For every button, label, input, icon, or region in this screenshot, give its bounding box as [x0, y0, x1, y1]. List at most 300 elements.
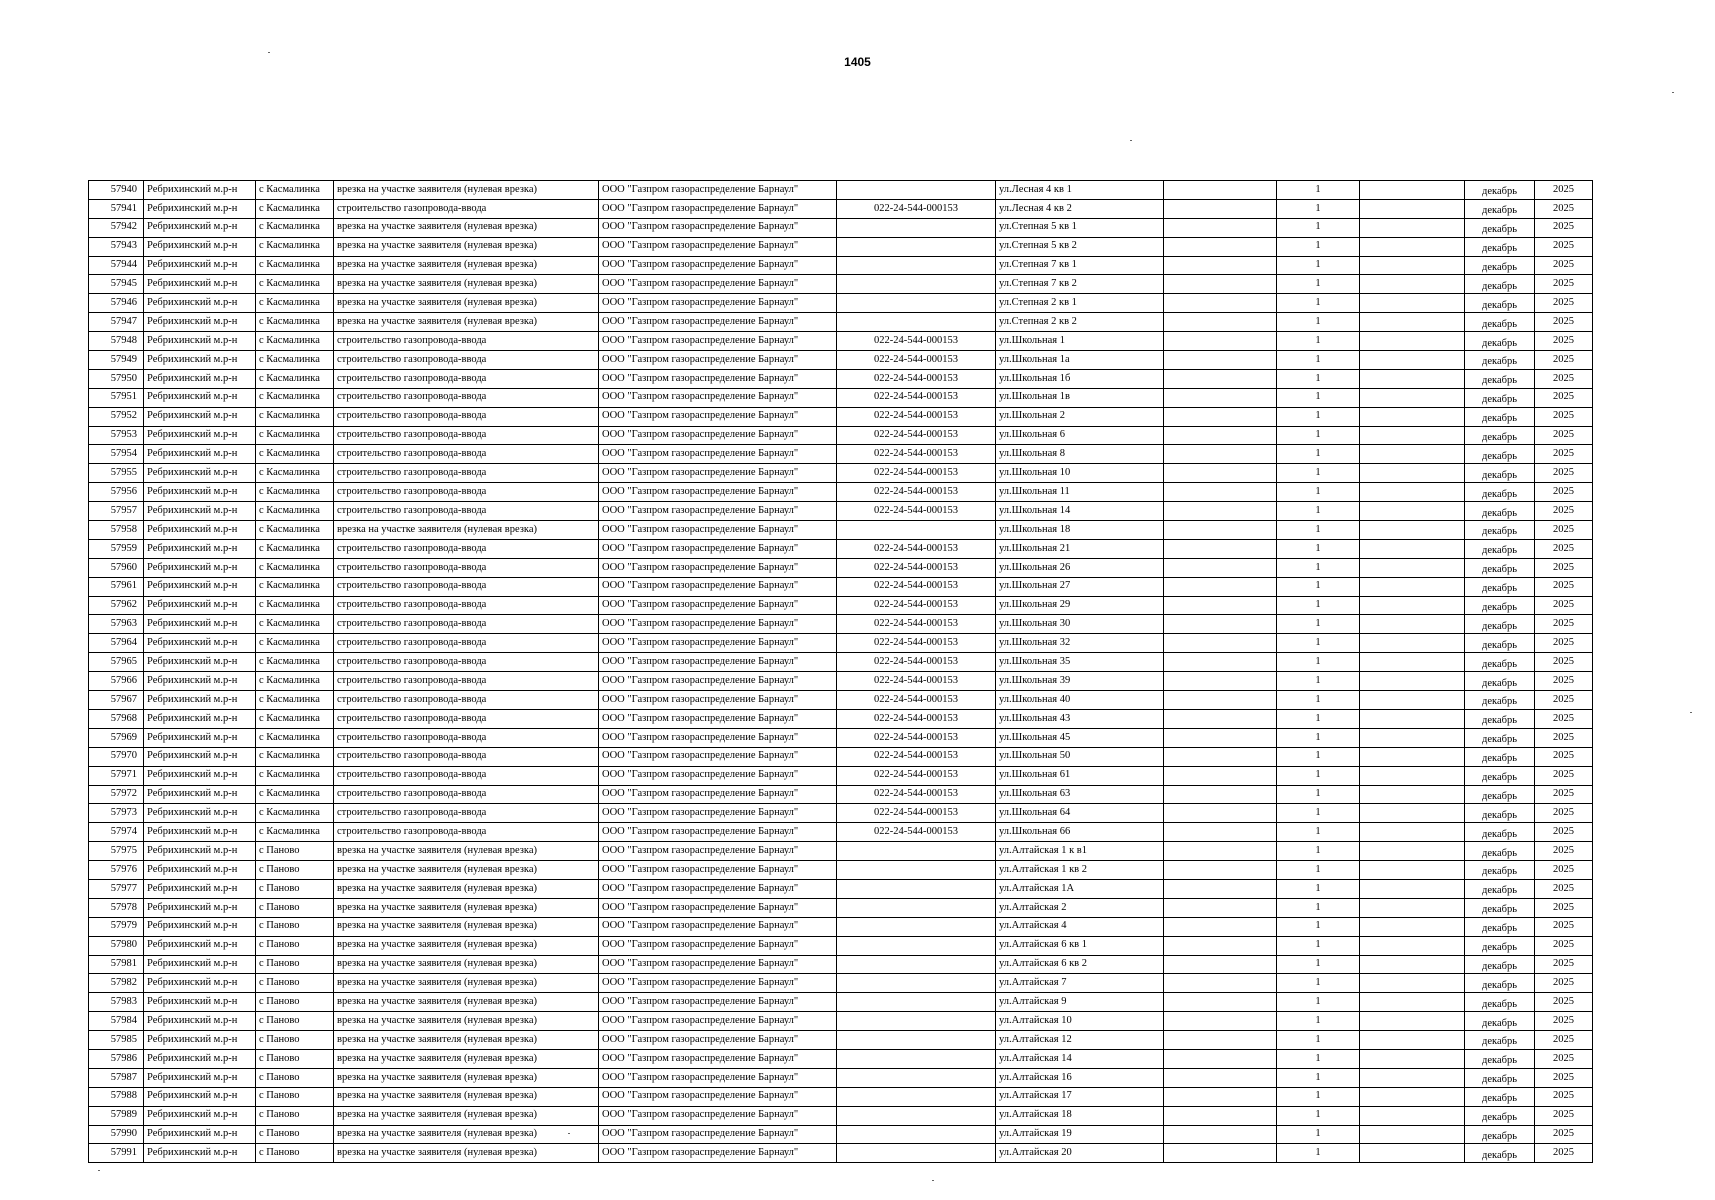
cell-quantity: 1: [1277, 804, 1360, 823]
cell-year: 2025: [1535, 521, 1593, 540]
cell-project-code: 022-24-544-000153: [837, 407, 996, 426]
cell-settlement: с Касмалинка: [256, 804, 334, 823]
cell-empty-cell: [1164, 823, 1277, 842]
cell-project-code: [837, 955, 996, 974]
cell-district: Ребрихинский м.р-н: [144, 521, 256, 540]
cell-project-code: 022-24-544-000153: [837, 369, 996, 388]
cell-empty-cell: [1360, 577, 1465, 596]
cell-district: Ребрихинский м.р-н: [144, 1012, 256, 1031]
cell-address: ул.Школьная 61: [996, 766, 1164, 785]
cell-month: декабрь: [1465, 464, 1535, 483]
cell-row-number: 57958: [89, 521, 144, 540]
cell-quantity: 1: [1277, 1144, 1360, 1163]
cell-month: декабрь: [1465, 842, 1535, 861]
cell-district: Ребрихинский м.р-н: [144, 1087, 256, 1106]
table-row: [89, 388, 1593, 407]
cell-organization: ООО "Газпром газораспределение Барнаул": [599, 1087, 837, 1106]
cell-row-number: 57955: [89, 464, 144, 483]
cell-address: ул.Школьная 1в: [996, 388, 1164, 407]
cell-organization: ООО "Газпром газораспределение Барнаул": [599, 1144, 837, 1163]
cell-work-type: строительство газопровода-ввода: [334, 577, 599, 596]
cell-empty-cell: [1164, 407, 1277, 426]
cell-settlement: с Касмалинка: [256, 502, 334, 521]
cell-quantity: 1: [1277, 294, 1360, 313]
cell-quantity: 1: [1277, 879, 1360, 898]
cell-settlement: с Касмалинка: [256, 313, 334, 332]
table-row: [89, 351, 1593, 370]
cell-row-number: 57975: [89, 842, 144, 861]
cell-project-code: [837, 256, 996, 275]
cell-year: 2025: [1535, 898, 1593, 917]
cell-quantity: 1: [1277, 502, 1360, 521]
cell-empty-cell: [1360, 691, 1465, 710]
cell-work-type: врезка на участке заявителя (нулевая врезка): [334, 521, 599, 540]
cell-address: ул.Алтайская 1 кв 2: [996, 861, 1164, 880]
cell-district: Ребрихинский м.р-н: [144, 747, 256, 766]
cell-quantity: 1: [1277, 181, 1360, 200]
cell-empty-cell: [1164, 898, 1277, 917]
table-row: [89, 369, 1593, 388]
cell-quantity: 1: [1277, 539, 1360, 558]
cell-empty-cell: [1164, 426, 1277, 445]
cell-settlement: с Касмалинка: [256, 369, 334, 388]
cell-organization: ООО "Газпром газораспределение Барнаул": [599, 766, 837, 785]
cell-quantity: 1: [1277, 615, 1360, 634]
cell-address: ул.Школьная 43: [996, 709, 1164, 728]
cell-address: ул.Школьная 2: [996, 407, 1164, 426]
cell-address: ул.Алтайская 19: [996, 1125, 1164, 1144]
cell-district: Ребрихинский м.р-н: [144, 426, 256, 445]
cell-work-type: строительство газопровода-ввода: [334, 199, 599, 218]
cell-empty-cell: [1360, 596, 1465, 615]
table-row: [89, 634, 1593, 653]
cell-address: ул.Школьная 27: [996, 577, 1164, 596]
cell-address: ул.Школьная 26: [996, 558, 1164, 577]
cell-year: 2025: [1535, 766, 1593, 785]
cell-work-type: врезка на участке заявителя (нулевая врезка): [334, 879, 599, 898]
cell-empty-cell: [1360, 1068, 1465, 1087]
cell-empty-cell: [1360, 237, 1465, 256]
cell-quantity: 1: [1277, 1012, 1360, 1031]
cell-quantity: 1: [1277, 917, 1360, 936]
cell-month: декабрь: [1465, 521, 1535, 540]
cell-month: декабрь: [1465, 596, 1535, 615]
gasification-schedule-table: [88, 180, 1593, 1163]
cell-month: декабрь: [1465, 691, 1535, 710]
cell-year: 2025: [1535, 653, 1593, 672]
cell-empty-cell: [1164, 502, 1277, 521]
cell-month: декабрь: [1465, 275, 1535, 294]
cell-organization: ООО "Газпром газораспределение Барнаул": [599, 577, 837, 596]
cell-row-number: 57961: [89, 577, 144, 596]
cell-row-number: 57948: [89, 332, 144, 351]
cell-row-number: 57954: [89, 445, 144, 464]
cell-month: декабрь: [1465, 879, 1535, 898]
cell-year: 2025: [1535, 993, 1593, 1012]
cell-empty-cell: [1164, 1144, 1277, 1163]
cell-year: 2025: [1535, 823, 1593, 842]
cell-work-type: строительство газопровода-ввода: [334, 728, 599, 747]
cell-empty-cell: [1360, 369, 1465, 388]
cell-month: декабрь: [1465, 483, 1535, 502]
cell-project-code: 022-24-544-000153: [837, 634, 996, 653]
cell-empty-cell: [1164, 256, 1277, 275]
cell-empty-cell: [1360, 879, 1465, 898]
cell-empty-cell: [1360, 294, 1465, 313]
cell-district: Ребрихинский м.р-н: [144, 879, 256, 898]
cell-district: Ребрихинский м.р-н: [144, 1106, 256, 1125]
cell-district: Ребрихинский м.р-н: [144, 256, 256, 275]
table-row: [89, 728, 1593, 747]
cell-row-number: 57972: [89, 785, 144, 804]
cell-empty-cell: [1360, 351, 1465, 370]
cell-project-code: [837, 879, 996, 898]
cell-empty-cell: [1360, 1125, 1465, 1144]
cell-project-code: 022-24-544-000153: [837, 483, 996, 502]
cell-settlement: с Касмалинка: [256, 728, 334, 747]
cell-row-number: 57976: [89, 861, 144, 880]
cell-empty-cell: [1164, 218, 1277, 237]
cell-district: Ребрихинский м.р-н: [144, 483, 256, 502]
cell-empty-cell: [1360, 634, 1465, 653]
cell-row-number: 57943: [89, 237, 144, 256]
cell-address: ул.Степная 2 кв 2: [996, 313, 1164, 332]
cell-work-type: строительство газопровода-ввода: [334, 464, 599, 483]
cell-settlement: с Касмалинка: [256, 294, 334, 313]
cell-month: декабрь: [1465, 917, 1535, 936]
cell-empty-cell: [1164, 785, 1277, 804]
cell-project-code: 022-24-544-000153: [837, 653, 996, 672]
cell-month: декабрь: [1465, 351, 1535, 370]
table-row: [89, 332, 1593, 351]
cell-row-number: 57959: [89, 539, 144, 558]
cell-month: декабрь: [1465, 974, 1535, 993]
scan-speck: [1672, 92, 1674, 93]
cell-organization: ООО "Газпром газораспределение Барнаул": [599, 804, 837, 823]
cell-quantity: 1: [1277, 199, 1360, 218]
cell-district: Ребрихинский м.р-н: [144, 615, 256, 634]
table-row: [89, 879, 1593, 898]
table-row: [89, 577, 1593, 596]
cell-quantity: 1: [1277, 993, 1360, 1012]
cell-work-type: строительство газопровода-ввода: [334, 709, 599, 728]
cell-organization: ООО "Газпром газораспределение Барнаул": [599, 351, 837, 370]
cell-organization: ООО "Газпром газораспределение Барнаул": [599, 823, 837, 842]
cell-district: Ребрихинский м.р-н: [144, 842, 256, 861]
cell-organization: ООО "Газпром газораспределение Барнаул": [599, 1012, 837, 1031]
cell-quantity: 1: [1277, 709, 1360, 728]
cell-district: Ребрихинский м.р-н: [144, 993, 256, 1012]
cell-settlement: с Касмалинка: [256, 672, 334, 691]
cell-empty-cell: [1164, 1087, 1277, 1106]
cell-settlement: с Паново: [256, 1012, 334, 1031]
cell-row-number: 57988: [89, 1087, 144, 1106]
cell-year: 2025: [1535, 1106, 1593, 1125]
cell-year: 2025: [1535, 351, 1593, 370]
cell-year: 2025: [1535, 1144, 1593, 1163]
cell-organization: ООО "Газпром газораспределение Барнаул": [599, 993, 837, 1012]
table-row: [89, 464, 1593, 483]
cell-month: декабрь: [1465, 728, 1535, 747]
cell-settlement: с Паново: [256, 1125, 334, 1144]
cell-district: Ребрихинский м.р-н: [144, 709, 256, 728]
cell-district: Ребрихинский м.р-н: [144, 332, 256, 351]
cell-district: Ребрихинский м.р-н: [144, 917, 256, 936]
scan-speck: [932, 1180, 934, 1181]
cell-year: 2025: [1535, 691, 1593, 710]
cell-district: Ребрихинский м.р-н: [144, 577, 256, 596]
cell-month: декабрь: [1465, 256, 1535, 275]
cell-address: ул.Школьная 1б: [996, 369, 1164, 388]
cell-work-type: строительство газопровода-ввода: [334, 672, 599, 691]
cell-project-code: 022-24-544-000153: [837, 351, 996, 370]
cell-organization: ООО "Газпром газораспределение Барнаул": [599, 974, 837, 993]
table-row: [89, 936, 1593, 955]
cell-quantity: 1: [1277, 974, 1360, 993]
cell-empty-cell: [1164, 861, 1277, 880]
cell-empty-cell: [1164, 691, 1277, 710]
cell-quantity: 1: [1277, 256, 1360, 275]
cell-settlement: с Касмалинка: [256, 785, 334, 804]
table-row: [89, 539, 1593, 558]
cell-row-number: 57983: [89, 993, 144, 1012]
table-row: [89, 1049, 1593, 1068]
cell-empty-cell: [1360, 1106, 1465, 1125]
cell-project-code: 022-24-544-000153: [837, 823, 996, 842]
cell-organization: ООО "Газпром газораспределение Барнаул": [599, 898, 837, 917]
cell-work-type: врезка на участке заявителя (нулевая врезка): [334, 1125, 599, 1144]
cell-address: ул.Алтайская 9: [996, 993, 1164, 1012]
cell-address: ул.Школьная 11: [996, 483, 1164, 502]
cell-year: 2025: [1535, 936, 1593, 955]
table-row: [89, 766, 1593, 785]
cell-quantity: 1: [1277, 842, 1360, 861]
table-row: [89, 407, 1593, 426]
cell-address: ул.Школьная 14: [996, 502, 1164, 521]
table-row: [89, 917, 1593, 936]
cell-district: Ребрихинский м.р-н: [144, 313, 256, 332]
cell-district: Ребрихинский м.р-н: [144, 672, 256, 691]
cell-quantity: 1: [1277, 1068, 1360, 1087]
cell-row-number: 57953: [89, 426, 144, 445]
cell-quantity: 1: [1277, 634, 1360, 653]
cell-empty-cell: [1360, 502, 1465, 521]
cell-empty-cell: [1164, 842, 1277, 861]
cell-district: Ребрихинский м.р-н: [144, 445, 256, 464]
table-row: [89, 785, 1593, 804]
cell-district: Ребрихинский м.р-н: [144, 275, 256, 294]
cell-work-type: строительство газопровода-ввода: [334, 615, 599, 634]
cell-project-code: 022-24-544-000153: [837, 785, 996, 804]
cell-work-type: врезка на участке заявителя (нулевая врезка): [334, 313, 599, 332]
cell-address: ул.Школьная 32: [996, 634, 1164, 653]
cell-work-type: врезка на участке заявителя (нулевая врезка): [334, 917, 599, 936]
cell-district: Ребрихинский м.р-н: [144, 955, 256, 974]
cell-row-number: 57966: [89, 672, 144, 691]
cell-month: декабрь: [1465, 181, 1535, 200]
cell-empty-cell: [1360, 653, 1465, 672]
cell-settlement: с Касмалинка: [256, 256, 334, 275]
cell-month: декабрь: [1465, 993, 1535, 1012]
cell-district: Ребрихинский м.р-н: [144, 351, 256, 370]
cell-organization: ООО "Газпром газораспределение Барнаул": [599, 539, 837, 558]
cell-district: Ребрихинский м.р-н: [144, 1144, 256, 1163]
cell-organization: ООО "Газпром газораспределение Барнаул": [599, 1125, 837, 1144]
cell-address: ул.Алтайская 1 к в1: [996, 842, 1164, 861]
cell-settlement: с Касмалинка: [256, 558, 334, 577]
cell-settlement: с Касмалинка: [256, 199, 334, 218]
cell-organization: ООО "Газпром газораспределение Барнаул": [599, 672, 837, 691]
cell-settlement: с Паново: [256, 1144, 334, 1163]
cell-address: ул.Алтайская 10: [996, 1012, 1164, 1031]
cell-project-code: [837, 181, 996, 200]
cell-row-number: 57990: [89, 1125, 144, 1144]
cell-organization: ООО "Газпром газораспределение Барнаул": [599, 483, 837, 502]
table-row: [89, 1125, 1593, 1144]
cell-row-number: 57967: [89, 691, 144, 710]
cell-organization: ООО "Газпром газораспределение Барнаул": [599, 785, 837, 804]
page-number: 1405: [844, 55, 871, 69]
cell-work-type: строительство газопровода-ввода: [334, 351, 599, 370]
cell-empty-cell: [1360, 558, 1465, 577]
table-row: [89, 1106, 1593, 1125]
cell-settlement: с Касмалинка: [256, 521, 334, 540]
cell-row-number: 57942: [89, 218, 144, 237]
cell-district: Ребрихинский м.р-н: [144, 294, 256, 313]
cell-address: ул.Школьная 1: [996, 332, 1164, 351]
table-row: [89, 502, 1593, 521]
cell-address: ул.Школьная 45: [996, 728, 1164, 747]
cell-settlement: с Паново: [256, 861, 334, 880]
cell-empty-cell: [1164, 672, 1277, 691]
cell-row-number: 57969: [89, 728, 144, 747]
cell-district: Ребрихинский м.р-н: [144, 558, 256, 577]
table-row: [89, 993, 1593, 1012]
cell-month: декабрь: [1465, 577, 1535, 596]
table-row: [89, 1087, 1593, 1106]
cell-district: Ребрихинский м.р-н: [144, 766, 256, 785]
cell-settlement: с Касмалинка: [256, 237, 334, 256]
cell-organization: ООО "Газпром газораспределение Барнаул": [599, 388, 837, 407]
cell-project-code: 022-24-544-000153: [837, 747, 996, 766]
cell-empty-cell: [1360, 898, 1465, 917]
cell-year: 2025: [1535, 577, 1593, 596]
cell-organization: ООО "Газпром газораспределение Барнаул": [599, 199, 837, 218]
cell-empty-cell: [1164, 1031, 1277, 1050]
cell-settlement: с Касмалинка: [256, 388, 334, 407]
cell-organization: ООО "Газпром газораспределение Барнаул": [599, 256, 837, 275]
cell-empty-cell: [1360, 974, 1465, 993]
cell-project-code: [837, 521, 996, 540]
cell-organization: ООО "Газпром газораспределение Барнаул": [599, 691, 837, 710]
cell-quantity: 1: [1277, 445, 1360, 464]
cell-project-code: [837, 936, 996, 955]
scan-speck: [268, 52, 270, 53]
cell-address: ул.Школьная 30: [996, 615, 1164, 634]
cell-address: ул.Алтайская 20: [996, 1144, 1164, 1163]
cell-work-type: строительство газопровода-ввода: [334, 596, 599, 615]
cell-row-number: 57973: [89, 804, 144, 823]
cell-empty-cell: [1164, 1125, 1277, 1144]
cell-row-number: 57980: [89, 936, 144, 955]
cell-settlement: с Касмалинка: [256, 691, 334, 710]
cell-quantity: 1: [1277, 596, 1360, 615]
cell-empty-cell: [1360, 181, 1465, 200]
cell-project-code: [837, 861, 996, 880]
cell-year: 2025: [1535, 369, 1593, 388]
cell-quantity: 1: [1277, 464, 1360, 483]
cell-empty-cell: [1164, 351, 1277, 370]
cell-empty-cell: [1360, 728, 1465, 747]
cell-organization: ООО "Газпром газораспределение Барнаул": [599, 653, 837, 672]
cell-work-type: врезка на участке заявителя (нулевая врезка): [334, 898, 599, 917]
cell-organization: ООО "Газпром газораспределение Барнаул": [599, 407, 837, 426]
cell-quantity: 1: [1277, 747, 1360, 766]
cell-work-type: врезка на участке заявителя (нулевая врезка): [334, 955, 599, 974]
cell-project-code: 022-24-544-000153: [837, 199, 996, 218]
table-row: [89, 1031, 1593, 1050]
cell-quantity: 1: [1277, 1049, 1360, 1068]
cell-year: 2025: [1535, 275, 1593, 294]
cell-row-number: 57941: [89, 199, 144, 218]
cell-organization: ООО "Газпром газораспределение Барнаул": [599, 464, 837, 483]
cell-year: 2025: [1535, 672, 1593, 691]
cell-row-number: 57951: [89, 388, 144, 407]
cell-work-type: врезка на участке заявителя (нулевая врезка): [334, 1031, 599, 1050]
cell-organization: ООО "Газпром газораспределение Барнаул": [599, 1031, 837, 1050]
cell-year: 2025: [1535, 199, 1593, 218]
cell-quantity: 1: [1277, 955, 1360, 974]
cell-year: 2025: [1535, 1125, 1593, 1144]
cell-work-type: врезка на участке заявителя (нулевая врезка): [334, 218, 599, 237]
cell-empty-cell: [1360, 1087, 1465, 1106]
cell-month: декабрь: [1465, 369, 1535, 388]
cell-project-code: 022-24-544-000153: [837, 709, 996, 728]
table-row: [89, 181, 1593, 200]
cell-organization: ООО "Газпром газораспределение Барнаул": [599, 445, 837, 464]
cell-quantity: 1: [1277, 691, 1360, 710]
cell-work-type: врезка на участке заявителя (нулевая врезка): [334, 237, 599, 256]
table-row: [89, 709, 1593, 728]
cell-quantity: 1: [1277, 898, 1360, 917]
cell-organization: ООО "Газпром газораспределение Барнаул": [599, 275, 837, 294]
cell-organization: ООО "Газпром газораспределение Барнаул": [599, 332, 837, 351]
cell-year: 2025: [1535, 294, 1593, 313]
cell-work-type: строительство газопровода-ввода: [334, 634, 599, 653]
cell-organization: ООО "Газпром газораспределение Барнаул": [599, 181, 837, 200]
cell-quantity: 1: [1277, 369, 1360, 388]
cell-work-type: строительство газопровода-ввода: [334, 426, 599, 445]
cell-settlement: с Касмалинка: [256, 539, 334, 558]
cell-year: 2025: [1535, 388, 1593, 407]
table-row: [89, 294, 1593, 313]
cell-quantity: 1: [1277, 653, 1360, 672]
cell-district: Ребрихинский м.р-н: [144, 804, 256, 823]
cell-empty-cell: [1360, 804, 1465, 823]
cell-project-code: 022-24-544-000153: [837, 502, 996, 521]
cell-settlement: с Паново: [256, 842, 334, 861]
cell-month: декабрь: [1465, 785, 1535, 804]
cell-organization: ООО "Газпром газораспределение Барнаул": [599, 426, 837, 445]
cell-month: декабрь: [1465, 1031, 1535, 1050]
cell-empty-cell: [1164, 464, 1277, 483]
cell-district: Ребрихинский м.р-н: [144, 691, 256, 710]
cell-address: ул.Алтайская 18: [996, 1106, 1164, 1125]
cell-settlement: с Касмалинка: [256, 218, 334, 237]
cell-year: 2025: [1535, 181, 1593, 200]
cell-empty-cell: [1360, 709, 1465, 728]
cell-address: ул.Алтайская 1А: [996, 879, 1164, 898]
